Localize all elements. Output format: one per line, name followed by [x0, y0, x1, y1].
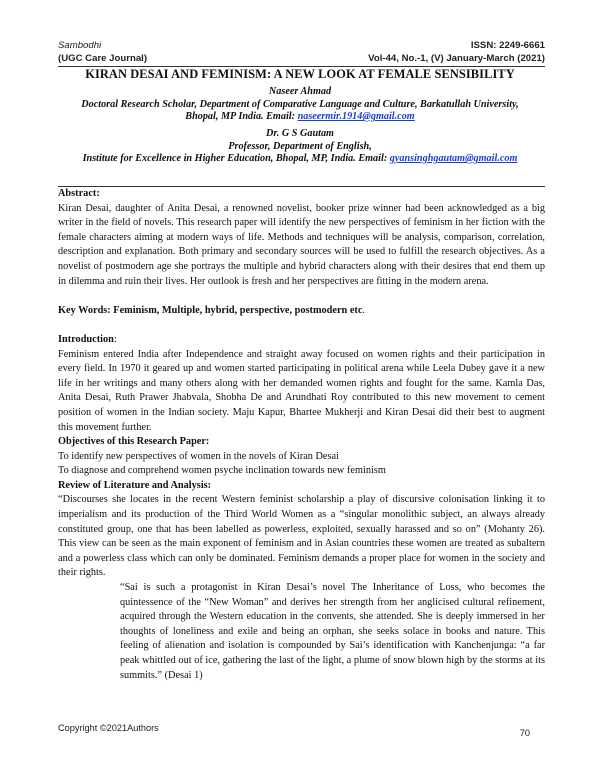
abstract-heading: Abstract: — [58, 188, 100, 199]
author-contact — [40, 111, 560, 124]
objective-item: To identify new perspectives of women in the novels of Kiran Desai — [58, 450, 339, 462]
volume-info: Vol-44, No.-1, (V) January-March (2021) — [368, 53, 545, 64]
paper-body — [58, 187, 545, 683]
author-name: Dr. G S Gautam — [266, 128, 334, 139]
author-contact — [40, 153, 560, 166]
objectives-heading: Objectives of this Research Paper: — [58, 436, 210, 448]
author-block-2 — [40, 128, 560, 166]
keywords-text: Key Words: Feminism, Multiple, hybrid, perspective, postmodern etc — [58, 304, 363, 316]
journal-name: Sambodhi — [58, 40, 102, 51]
review-text: “Discourses she locates in the recent Western feminist scholarship a play of discursive colonisation linking it to imperialism and its production of the Third World Women as a “singular monolithic subject, an always already constituted group, one that has been labelled as powerless, exploited, sexually harassed and so on” (Mohanty 26). This view can be seen as the main exponent of feminism and in Asian countries these women are treated as subaltern and a powerless class which can only be dominated. Feminism demands a proper place for women in the society and their rights. — [58, 494, 545, 579]
abstract-text: Kiran Desai, daughter of Anita Desai, a renowned novelist, booker prize winner had been acknowledged as a big writer in the field of novels. This research paper will identify the new perspectives of feminism in her fiction with the female characters aiming at modern ways of life. Methods and techniques will be analysis, comparison, correlation, description and explanation. Both primary and secondary sources will be used to fulfill the research objectives. As a novelist of postmodern age she portrays the multiple and hybrid characters along with their desires that end them up in dilemma and ruin their lives. Her outlook is fresh and her perspectives are fitting in the modern arena. — [58, 202, 545, 287]
introduction-text: Feminism entered India after Independence and straight away focused on women rights and their participation in every field. In 1970 it geared up and women started participating in political arena while Leela Dubey gave it a new life in her writings and many others along with her demanded women rights and fought for the same. Kamla Das, Anita Desai, Ruth Prawer Jhabvala, Shobha De and Arundhati Roy contributed to this new movement to cement position of women in the Indian society. Maju Kapur, Bhartee Mukherji and Kiran Desai did their best to augment this movement further. — [58, 348, 545, 433]
author-location: Bhopal, MP India. Email: — [185, 111, 298, 123]
introduction-heading: Introduction — [58, 333, 114, 345]
author-email-link[interactable]: naseermir.1914@gmail.com — [297, 111, 415, 123]
objective-item: To diagnose and comprehend women psyche inclination towards new feminism — [58, 465, 386, 477]
footer-copyright: Copyright ©2021Authors — [58, 723, 159, 733]
author-affiliation: Doctoral Research Scholar, Department of Comparative Language and Culture, Barkatullah University, — [81, 98, 519, 110]
page-number: 70 — [519, 728, 530, 738]
journal-note: (UGC Care Journal) — [58, 53, 148, 64]
introduction-heading-row: Introduction: — [58, 333, 117, 345]
block-quote: “Sai is such a protagonist in Kiran Desai’s novel The Inheritance of Loss, who becomes the quintessence of the “New Woman” and derives her strength from her anglicised cultural refinement, acquired through the Western education in the convents, she attended. She is deeply immersed in her thoughts of loneliness and exile and being an orphan, she seeks solace in books and nature. This feeling of alienation and isolation is compounded by Sai’s identification with Kanchenjunga: “a far peak whittled out of ice, gathering the last of the light, a plume of snow blown high by the storms at its summits.” (Desai 1) — [120, 582, 545, 681]
author-location: Institute for Excellence in Higher Education, Bhopal, MP, India. Email: — [82, 153, 390, 165]
issn: ISSN: 2249-6661 — [470, 40, 545, 51]
review-heading: Review of Literature and Analysis: — [58, 479, 212, 491]
author-affiliation: Professor, Department of English, — [228, 140, 372, 152]
paper-title: KIRAN DESAI AND FEMINISM: A NEW LOOK AT FEMALE SENSIBILITY — [85, 67, 515, 81]
author-name: Naseer Ahmad — [268, 86, 332, 97]
keywords: Key Words: Feminism, Multiple, hybrid, perspective, postmodern etc. — [58, 304, 365, 316]
author-email-link[interactable]: gyansinghgautam@gmail.com — [389, 153, 518, 165]
author-block-1 — [40, 86, 560, 124]
